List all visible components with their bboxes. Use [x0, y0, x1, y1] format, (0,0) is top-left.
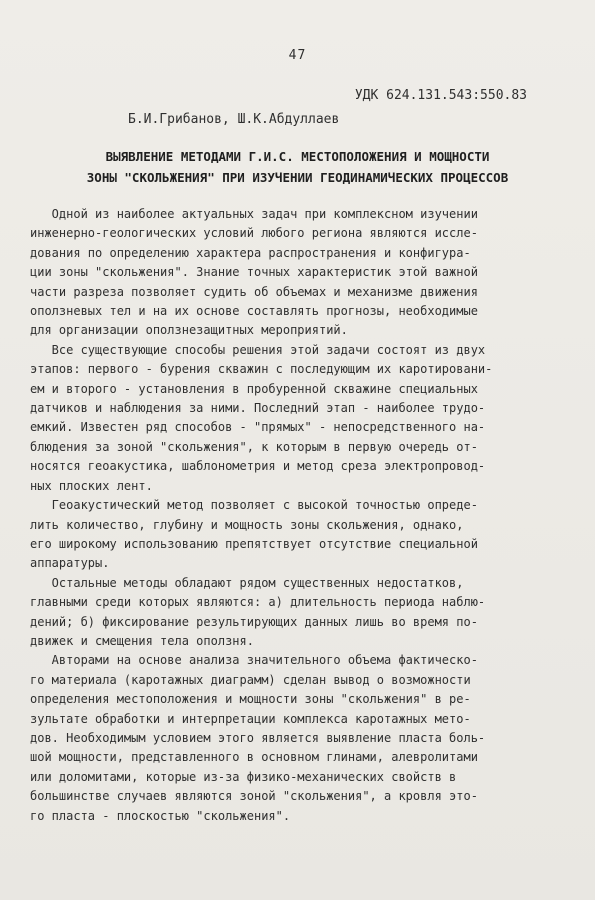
text-line: движек и смещения тела оползня. — [30, 633, 254, 648]
text-line: Авторами на основе анализа значительного объема фактическо- — [30, 653, 478, 668]
text-line: Все существующие способы решения этой задачи состоят из двух — [30, 342, 486, 357]
article-body — [30, 205, 565, 826]
text-line: емкий. Известен ряд способов - "прямых" - непосредственного на- — [30, 420, 486, 435]
text-line: блюдения за зоной "скольжения", к которым в первую очередь от- — [30, 439, 478, 454]
text-line: дений; б) фиксирование результирующих данных лишь во время по- — [30, 614, 478, 629]
text-line: его широкому использованию препятствует отсутствие специальной — [30, 536, 478, 551]
paragraph-5 — [30, 651, 565, 826]
text-line: датчиков и наблюдения за ними. Последний этап - наиболее трудо- — [30, 401, 486, 416]
text-line: или доломитами, которые из-за физико-механических свойств в — [30, 769, 457, 784]
text-line: части разреза позволяет судить об объемах и механизме движения — [30, 284, 478, 299]
text-line: носятся геоакустика, шаблонометрия и метод среза электропровод- — [30, 459, 486, 474]
text-line: Геоакустический метод позволяет с высокой точностью опреде- — [30, 498, 478, 513]
text-line: лить количество, глубину и мощность зоны скольжения, однако, — [30, 517, 464, 532]
text-line: го пласта - плоскостью "скольжения". — [30, 808, 291, 823]
text-line: аппаратуры. — [30, 556, 110, 571]
text-line: ем и второго - установления в пробуренной скважине специальных — [30, 381, 478, 396]
title-line: ВЫЯВЛЕНИЕ МЕТОДАМИ Г.И.С. МЕСТОПОЛОЖЕНИЯ И МОЩНОСТИ — [105, 149, 490, 164]
paragraph-2 — [30, 341, 565, 496]
paragraph-4 — [30, 574, 565, 652]
text-line: главными среди которых являются: а) длительность периода наблю- — [30, 595, 486, 610]
text-line: Остальные методы обладают рядом существенных недостатков, — [30, 575, 464, 590]
text-line: ных плоских лент. — [30, 478, 153, 493]
title-line: ЗОНЫ "СКОЛЬЖЕНИЯ" ПРИ ИЗУЧЕНИИ ГЕОДИНАМИЧЕСКИХ ПРОЦЕССОВ — [86, 170, 509, 185]
paragraph-1 — [30, 205, 565, 341]
text-line: го материала (каротажных диаграмм) сделан вывод о возможности — [30, 672, 471, 687]
article-title — [20, 146, 575, 188]
text-line: для организации оползнезащитных мероприятий. — [30, 323, 348, 338]
text-line: определения местоположения и мощности зоны "скольжения" в ре- — [30, 692, 471, 707]
authors: Б.И.Грибанов, Ш.К.Абдуллаев — [128, 112, 340, 127]
text-line: шой мощности, представленного в основном глинами, алевролитами — [30, 750, 478, 765]
text-line: дов. Необходимым условием этого является выявление пласта боль- — [30, 730, 486, 745]
page-number: 47 — [288, 48, 307, 63]
udc-code: УДК 624.131.543:550.83 — [354, 88, 527, 103]
text-line: инженерно-геологических условий любого региона являются иссле- — [30, 226, 478, 241]
text-line: дования по определению характера распространения и конфигура- — [30, 245, 471, 260]
text-line: этапов: первого - бурения скважин с последующим их каротировани- — [30, 362, 493, 377]
text-line: зультате обработки и интерпретации комплекса каротажных мето- — [30, 711, 471, 726]
text-line: оползневых тел и на их основе составлять прогнозы, необходимые — [30, 304, 478, 319]
paragraph-3 — [30, 496, 565, 574]
text-line: Одной из наиболее актуальных задач при комплексном изучении — [30, 207, 478, 221]
text-line: большинстве случаев являются зоной "скольжения", а кровля это- — [30, 789, 478, 804]
text-line: ции зоны "скольжения". Знание точных характеристик этой важной — [30, 265, 478, 280]
